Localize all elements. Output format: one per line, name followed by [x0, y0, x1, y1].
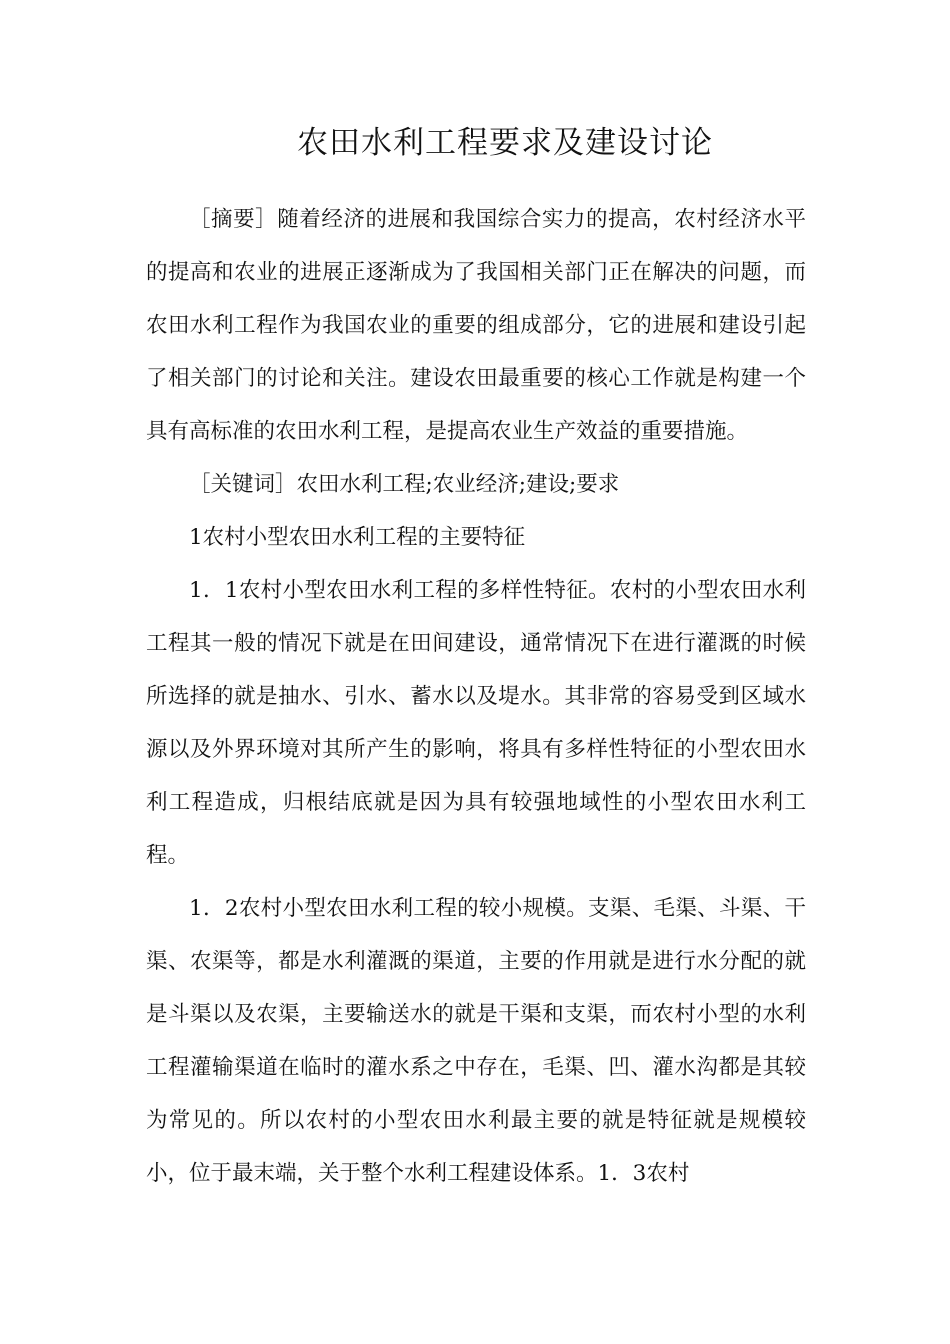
body-paragraph: 1．2农村小型农田水利工程的较小规模。支渠、毛渠、斗渠、干渠、农渠等，都是水利灌溉的渠道，主要的作用就是进行水分配的就是斗渠以及农渠，主要输送水的就是干渠和支渠，而农村小型的水利工程灌输渠道在临时的灌水系之中存在，毛渠、凹、灌水沟都是其较为常见的。所以农村的小型农田水利最主要的就是特征就是规模较小，位于最末端，关于整个水利工程建设体系。1．3农村	[146, 896, 806, 1186]
body-paragraph: 1．1农村小型农田水利工程的多样性特征。农村的小型农田水利工程其一般的情况下就是在田间建设，通常情况下在进行灌溉的时候所选择的就是抽水、引水、蓄水以及堤水。其非常的容易受到区域水源以及外界环境对其所产生的影响，将具有多样性特征的小型农田水利工程造成，归根结底就是因为具有较强地域性的小型农田水利工程。	[146, 578, 806, 868]
keywords-paragraph: ［关键词］农田水利工程;农业经济;建设;要求	[189, 472, 620, 497]
section-heading: 1农村小型农田水利工程的主要特征	[189, 525, 526, 550]
document-body	[146, 193, 806, 1200]
document-title: 农田水利工程要求及建设讨论	[297, 125, 713, 161]
abstract-paragraph: ［摘要］随着经济的进展和我国综合实力的提高，农村经济水平的提高和农业的进展正逐渐成为了我国相关部门正在解决的问题，而农田水利工程作为我国农业的重要的组成部分，它的进展和建设引起了相关部门的讨论和关注。建设农田最重要的核心工作就是构建一个具有高标准的农田水利工程，是提高农业生产效益的重要措施。	[146, 207, 806, 444]
